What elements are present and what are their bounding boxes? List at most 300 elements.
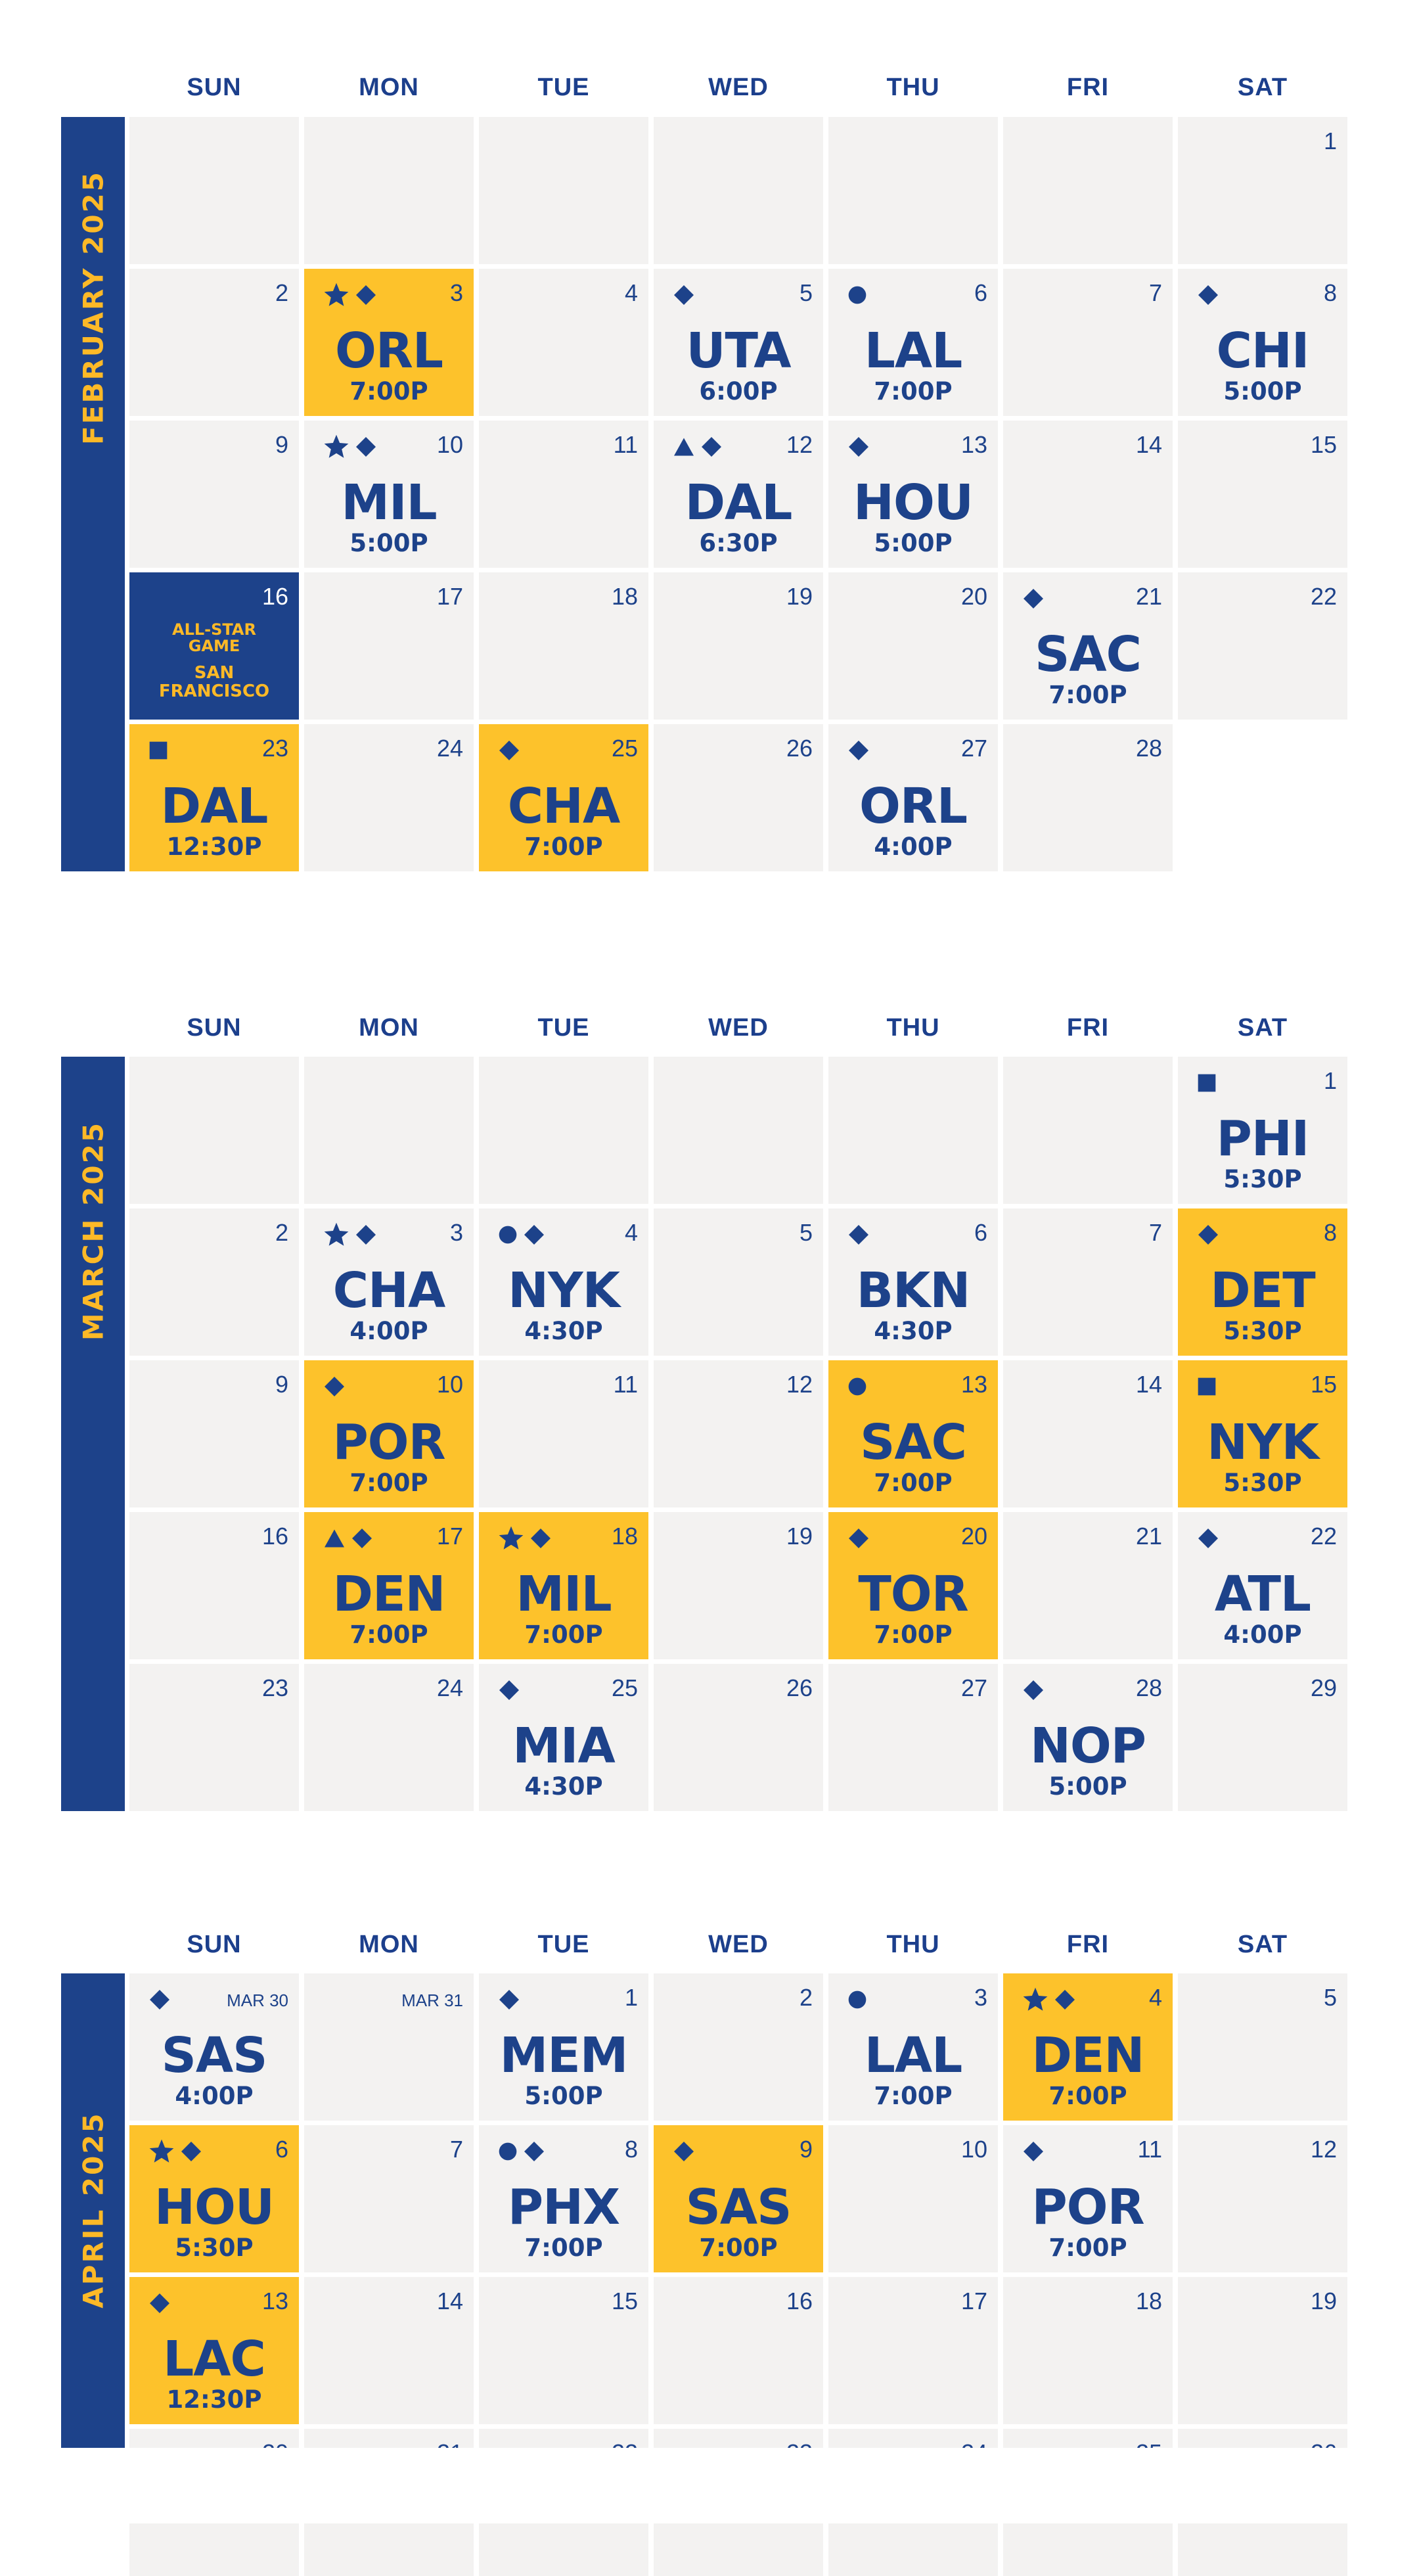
opponent-team: NYK	[1207, 1414, 1318, 1471]
day-number: 12	[786, 431, 813, 458]
month-label: MARCH 2025	[77, 1120, 109, 1341]
weekday-header: SAT	[1237, 74, 1288, 101]
month-label: APRIL 2025	[77, 2111, 109, 2309]
day-cell	[479, 2277, 648, 2424]
day-number: 1	[1323, 1067, 1337, 1094]
empty-day-cell	[129, 117, 299, 264]
day-number: 2	[275, 1219, 288, 1246]
away-game-cell[interactable]	[654, 269, 823, 416]
opponent-team: NOP	[1029, 1718, 1146, 1774]
opponent-team: NYK	[508, 1262, 619, 1319]
opponent-team: HOU	[154, 2179, 274, 2236]
empty-day-cell	[654, 1057, 823, 1204]
broadcast-icons	[323, 281, 378, 310]
day-cell	[654, 1360, 823, 1507]
day-number: 25	[611, 1674, 638, 1701]
away-game-cell[interactable]	[479, 1664, 648, 1811]
home-game-cell[interactable]	[129, 2125, 299, 2272]
day-number: 29	[1310, 1674, 1337, 1701]
day-cell	[479, 572, 648, 720]
page-bottom-fade	[0, 2448, 1419, 2523]
triangle-icon	[672, 435, 696, 459]
home-game-cell[interactable]	[828, 1512, 998, 1659]
home-game-cell[interactable]	[479, 1512, 648, 1659]
game-time: 7:00P	[874, 2082, 953, 2110]
weekday-header: MON	[359, 1931, 419, 1958]
month-label-bar	[61, 117, 125, 871]
day-cell	[129, 269, 299, 416]
day-cell	[129, 1512, 299, 1659]
day-cell	[828, 2125, 998, 2272]
opponent-team: CHA	[332, 1262, 445, 1319]
day-number: 27	[960, 735, 987, 762]
weekday-header: FRI	[1066, 74, 1110, 101]
all-star-cell	[129, 572, 299, 720]
day-number: 6	[974, 279, 987, 306]
day-cell	[304, 1664, 474, 1811]
day-cell	[654, 1664, 823, 1811]
weekday-header: THU	[886, 1014, 940, 1042]
broadcast-icons	[148, 736, 169, 765]
weekday-header: THU	[886, 1931, 940, 1958]
diamond-icon	[672, 2140, 696, 2163]
away-game-cell[interactable]	[479, 1973, 648, 2121]
opponent-team: DEN	[332, 1566, 445, 1622]
day-number: 2	[799, 1984, 813, 2011]
home-game-cell[interactable]	[304, 269, 474, 416]
day-number: 14	[1135, 431, 1162, 458]
broadcast-icons	[1022, 1985, 1077, 2014]
broadcast-icons	[847, 1220, 870, 1249]
day-cell	[654, 1512, 823, 1659]
day-number: 16	[261, 583, 288, 610]
day-number: 3	[449, 1219, 463, 1246]
game-time: 4:00P	[874, 833, 953, 861]
away-game-cell[interactable]	[304, 1208, 474, 1356]
opponent-team: CHI	[1216, 323, 1309, 379]
weekday-header: TUE	[537, 1014, 590, 1042]
away-game-cell[interactable]	[1178, 269, 1347, 416]
day-number: 12	[786, 1371, 813, 1398]
broadcast-icons	[323, 1220, 378, 1249]
day-cell	[304, 724, 474, 871]
game-time: 7:00P	[874, 1621, 953, 1649]
away-game-cell[interactable]	[479, 2125, 648, 2272]
day-cell	[304, 1973, 474, 2121]
diamond-icon	[354, 435, 378, 459]
day-cell	[129, 421, 299, 568]
month-label-bar	[61, 1973, 125, 2448]
day-cell	[1178, 1973, 1347, 2121]
away-game-cell[interactable]	[304, 421, 474, 568]
day-number: 13	[261, 2288, 288, 2314]
game-time: 7:00P	[524, 833, 603, 861]
month-label-bar	[61, 1057, 125, 1811]
day-number: 18	[1135, 2288, 1162, 2314]
day-cell	[1178, 2277, 1347, 2424]
day-cell	[1178, 117, 1347, 264]
away-game-cell[interactable]	[828, 421, 998, 568]
opponent-team: UTA	[686, 323, 791, 379]
game-time: 7:00P	[1048, 681, 1127, 709]
empty-day-cell	[129, 1057, 299, 1204]
diamond-icon	[847, 739, 870, 762]
game-time: 5:00P	[1223, 377, 1302, 405]
day-number: 14	[436, 2288, 463, 2314]
diamond-icon	[1196, 1527, 1220, 1550]
diamond-icon	[497, 739, 521, 762]
empty-day-cell	[304, 1057, 474, 1204]
day-number: 11	[1137, 2136, 1162, 2163]
day-number: 21	[1135, 583, 1162, 610]
day-cell	[1003, 1512, 1173, 1659]
opponent-team: MIL	[341, 474, 437, 531]
opponent-team: ORL	[334, 323, 443, 379]
opponent-team: DET	[1210, 1262, 1315, 1319]
day-number: 17	[436, 583, 463, 610]
day-number: 17	[436, 1523, 463, 1550]
day-cell	[1003, 724, 1173, 871]
opponent-team: BKN	[856, 1262, 970, 1319]
opponent-team: HOU	[853, 474, 973, 531]
weekday-header: SAT	[1237, 1931, 1288, 1958]
day-number: 4	[624, 279, 638, 306]
day-cell	[1003, 269, 1173, 416]
square-icon	[1196, 1376, 1217, 1397]
day-number: 16	[786, 2288, 813, 2314]
day-number: 9	[275, 431, 288, 458]
weekday-header: FRI	[1066, 1014, 1110, 1042]
opponent-team: LAL	[864, 323, 962, 379]
circle-icon	[847, 285, 868, 306]
diamond-icon	[179, 2140, 203, 2163]
away-game-cell[interactable]	[1003, 2125, 1173, 2272]
weekday-header: MON	[359, 1014, 419, 1042]
day-number: 16	[261, 1523, 288, 1550]
broadcast-icons	[497, 1985, 521, 2014]
game-time: 5:00P	[1048, 1772, 1127, 1801]
circle-icon	[497, 1224, 518, 1245]
game-time: 4:30P	[524, 1772, 603, 1801]
day-cell	[304, 2125, 474, 2272]
day-number: 14	[1135, 1371, 1162, 1398]
home-game-cell[interactable]	[479, 724, 648, 871]
diamond-icon	[1053, 1988, 1077, 2012]
day-number: 10	[960, 2136, 987, 2163]
circle-icon	[497, 2141, 518, 2162]
day-number: 24	[436, 1674, 463, 1701]
game-time: 4:00P	[349, 1317, 428, 1345]
day-cell	[1178, 421, 1347, 568]
game-time: 7:00P	[1048, 2082, 1127, 2110]
diamond-icon	[148, 2291, 171, 2315]
diamond-icon	[1022, 1678, 1045, 1702]
opponent-team: LAC	[163, 2331, 265, 2387]
broadcast-icons	[672, 432, 723, 461]
day-number: 18	[611, 583, 638, 610]
day-cell	[654, 724, 823, 871]
day-cell	[129, 1360, 299, 1507]
game-time: 4:30P	[524, 1317, 603, 1345]
day-cell	[304, 572, 474, 720]
home-game-cell[interactable]	[654, 2125, 823, 2272]
day-cell	[1003, 1208, 1173, 1356]
opponent-team: SAS	[161, 2027, 267, 2084]
diamond-icon	[529, 1527, 552, 1550]
day-number: 9	[275, 1371, 288, 1398]
home-game-cell[interactable]	[129, 2277, 299, 2424]
opponent-team: MIL	[516, 1566, 612, 1622]
away-game-cell[interactable]	[479, 1208, 648, 1356]
diamond-icon	[522, 1223, 546, 1247]
day-number: 11	[613, 431, 638, 458]
day-number: 5	[799, 1219, 813, 1246]
day-number: 26	[786, 735, 813, 762]
day-cell	[654, 572, 823, 720]
game-time: 7:00P	[874, 1469, 953, 1497]
broadcast-icons	[323, 432, 378, 461]
weekday-header: FRI	[1066, 1931, 1110, 1958]
empty-day-cell	[479, 1057, 648, 1204]
opponent-team: MIA	[512, 1718, 615, 1774]
day-number: 3	[974, 1984, 987, 2011]
broadcast-icons	[847, 1372, 868, 1401]
day-number: 23	[261, 1674, 288, 1701]
game-time: 4:00P	[1223, 1621, 1302, 1649]
diamond-icon	[1196, 1223, 1220, 1247]
star-icon	[1022, 1986, 1049, 2013]
day-number: 23	[261, 735, 288, 762]
game-time: 7:00P	[1048, 2234, 1127, 2262]
day-number: 12	[1310, 2136, 1337, 2163]
opponent-team: TOR	[858, 1566, 968, 1622]
home-game-cell[interactable]	[1178, 1360, 1347, 1507]
weekday-header: SUN	[187, 1014, 242, 1042]
away-game-cell[interactable]	[654, 421, 823, 568]
day-number: 5	[1323, 1984, 1337, 2011]
weekday-header: TUE	[537, 74, 590, 101]
day-number: 26	[786, 1674, 813, 1701]
day-cell	[654, 2277, 823, 2424]
day-cell	[1178, 572, 1347, 720]
home-game-cell[interactable]	[129, 724, 299, 871]
day-number: 18	[611, 1523, 638, 1550]
game-time: 4:30P	[874, 1317, 953, 1345]
weekday-header: MON	[359, 74, 419, 101]
day-number: 6	[974, 1219, 987, 1246]
diamond-icon	[672, 283, 696, 307]
broadcast-icons	[672, 281, 696, 310]
home-game-cell[interactable]	[1003, 1973, 1173, 2121]
broadcast-icons	[323, 1524, 374, 1553]
diamond-icon	[350, 1527, 374, 1550]
away-game-cell[interactable]	[828, 269, 998, 416]
diamond-icon	[354, 1223, 378, 1247]
diamond-icon	[847, 1223, 870, 1247]
star-icon	[323, 281, 350, 309]
empty-day-cell	[828, 1057, 998, 1204]
day-number: 15	[1310, 1371, 1337, 1398]
day-cell	[654, 1973, 823, 2121]
broadcast-icons	[1022, 1676, 1045, 1705]
empty-day-cell	[828, 117, 998, 264]
opponent-team: DAL	[685, 474, 792, 531]
broadcast-icons	[1196, 1220, 1220, 1249]
all-star-text: SAN	[194, 663, 235, 683]
diamond-icon	[148, 1988, 171, 2012]
day-number: MAR 30	[227, 1990, 288, 2010]
day-cell	[1003, 421, 1173, 568]
day-cell	[1003, 1360, 1173, 1507]
month-label: FEBRUARY 2025	[77, 170, 109, 446]
game-time: 5:00P	[349, 529, 428, 557]
weekday-header: THU	[886, 74, 940, 101]
game-time: 7:00P	[699, 2234, 778, 2262]
circle-icon	[847, 1376, 868, 1397]
star-icon	[323, 433, 350, 461]
opponent-team: CHA	[507, 778, 620, 835]
empty-day-cell	[304, 117, 474, 264]
day-cell	[828, 572, 998, 720]
day-cell	[1003, 2277, 1173, 2424]
day-number: 1	[624, 1984, 638, 2011]
broadcast-icons	[497, 2137, 546, 2166]
broadcast-icons	[497, 736, 521, 765]
home-game-cell[interactable]	[1178, 1208, 1347, 1356]
day-number: 3	[449, 279, 463, 306]
broadcast-icons	[847, 1985, 868, 2014]
weekday-header: SUN	[187, 74, 242, 101]
weekday-header: WED	[708, 74, 769, 101]
weekday-header: WED	[708, 1931, 769, 1958]
broadcast-icons	[1022, 584, 1045, 613]
game-time: 7:00P	[349, 1621, 428, 1649]
broadcast-icons	[148, 1985, 171, 2014]
day-number: 24	[436, 735, 463, 762]
star-icon	[148, 2138, 175, 2165]
diamond-icon	[700, 435, 723, 459]
day-cell	[479, 421, 648, 568]
opponent-team: DEN	[1031, 2027, 1144, 2084]
day-number: 8	[1323, 279, 1337, 306]
game-time: 5:30P	[1223, 1317, 1302, 1345]
day-number: 28	[1135, 735, 1162, 762]
day-number: 13	[960, 431, 987, 458]
square-icon	[148, 740, 169, 761]
away-game-cell[interactable]	[828, 724, 998, 871]
day-number: 9	[799, 2136, 813, 2163]
game-time: 7:00P	[524, 1621, 603, 1649]
empty-day-cell	[1003, 117, 1173, 264]
day-number: 8	[1323, 1219, 1337, 1246]
diamond-icon	[1022, 2140, 1045, 2163]
away-game-cell[interactable]	[828, 1208, 998, 1356]
diamond-icon	[522, 2140, 546, 2163]
broadcast-icons	[1196, 1372, 1217, 1401]
weekday-header: SUN	[187, 1931, 242, 1958]
diamond-icon	[354, 283, 378, 307]
day-number: 20	[960, 583, 987, 610]
opponent-team: SAC	[1035, 626, 1141, 683]
day-number: 7	[449, 2136, 463, 2163]
game-time: 12:30P	[166, 833, 262, 861]
home-game-cell[interactable]	[304, 1360, 474, 1507]
diamond-icon	[497, 1678, 521, 1702]
day-number: 19	[786, 583, 813, 610]
opponent-team: ORL	[859, 778, 968, 835]
broadcast-icons	[1022, 2137, 1045, 2166]
day-cell	[129, 1208, 299, 1356]
day-number: 13	[960, 1371, 987, 1398]
day-number: 7	[1148, 279, 1162, 306]
day-number: 4	[624, 1219, 638, 1246]
day-number: 19	[1310, 2288, 1337, 2314]
weekday-header: TUE	[537, 1931, 590, 1958]
day-number: 1	[1323, 127, 1337, 154]
game-time: 6:00P	[699, 377, 778, 405]
day-number: 27	[960, 1674, 987, 1701]
day-number: 15	[1310, 431, 1337, 458]
weekday-header: WED	[708, 1014, 769, 1042]
opponent-team: PHI	[1216, 1111, 1309, 1167]
day-number: 22	[1310, 1523, 1337, 1550]
broadcast-icons	[148, 2137, 203, 2166]
day-number: 15	[611, 2288, 638, 2314]
empty-day-cell	[479, 117, 648, 264]
broadcast-icons	[497, 1524, 552, 1553]
opponent-team: LAL	[864, 2027, 962, 2084]
day-number: 28	[1135, 1674, 1162, 1701]
home-game-cell[interactable]	[828, 1360, 998, 1507]
home-game-cell[interactable]	[304, 1512, 474, 1659]
diamond-icon	[497, 1988, 521, 2012]
day-cell	[828, 2277, 998, 2424]
day-cell	[828, 1664, 998, 1811]
diamond-icon	[1196, 283, 1220, 307]
broadcast-icons	[323, 1372, 346, 1401]
away-game-cell[interactable]	[1178, 1512, 1347, 1659]
day-number: 10	[436, 1371, 463, 1398]
away-game-cell[interactable]	[828, 1973, 998, 2121]
day-number: 6	[275, 2136, 288, 2163]
away-game-cell[interactable]	[1003, 1664, 1173, 1811]
game-time: 7:00P	[874, 377, 953, 405]
game-time: 5:00P	[874, 529, 953, 557]
day-cell	[1178, 2125, 1347, 2272]
day-cell	[479, 1360, 648, 1507]
empty-day-cell	[654, 117, 823, 264]
all-star-text: ALL-STAR	[172, 620, 256, 639]
day-number: 4	[1148, 1984, 1162, 2011]
day-cell	[1178, 1664, 1347, 1811]
day-cell	[129, 1664, 299, 1811]
game-time: 5:30P	[1223, 1165, 1302, 1193]
away-game-cell[interactable]	[1003, 572, 1173, 720]
day-cell	[654, 1208, 823, 1356]
diamond-icon	[847, 435, 870, 459]
game-time: 12:30P	[166, 2385, 262, 2414]
away-game-cell[interactable]	[129, 1973, 299, 2121]
day-number: MAR 31	[401, 1990, 463, 2010]
day-cell	[304, 2277, 474, 2424]
broadcast-icons	[847, 736, 870, 765]
square-icon	[1196, 1072, 1217, 1093]
broadcast-icons	[847, 281, 868, 310]
away-game-cell[interactable]	[1178, 1057, 1347, 1204]
triangle-icon	[323, 1527, 346, 1550]
empty-day-cell	[1003, 1057, 1173, 1204]
broadcast-icons	[497, 1220, 546, 1249]
